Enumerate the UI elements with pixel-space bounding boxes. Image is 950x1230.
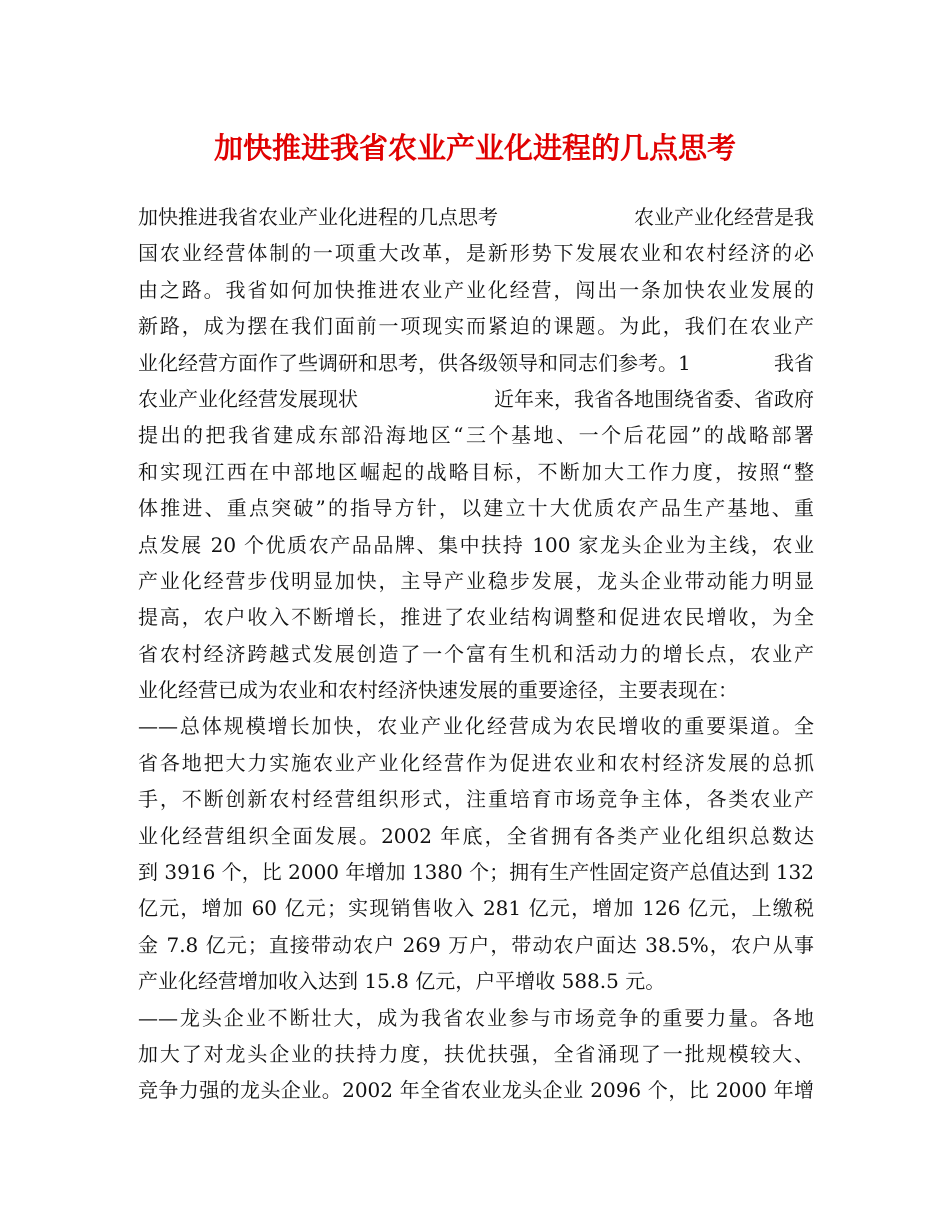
text-segment: 国农业经营体制的一项重大改革，是新形势下发展农业和农村经济的必 xyxy=(138,241,814,266)
text-line xyxy=(138,454,814,490)
text-gap xyxy=(358,381,494,417)
text-segment: 省各地把大力实施农业产业化经营作为促进农业和农村经济发展的总抓 xyxy=(138,750,814,775)
text-line xyxy=(138,818,814,854)
text-segment: 农业产业化经营是我 xyxy=(634,205,814,229)
text-line xyxy=(138,199,814,235)
text-segment: 金 7.8 亿元；直接带动农户 269 万户，带动农户面达 38.5%，农户从事 xyxy=(138,932,814,957)
text-line xyxy=(138,381,814,417)
text-segment: 我省 xyxy=(774,350,814,375)
text-line xyxy=(138,745,814,781)
text-line xyxy=(138,927,814,963)
text-segment: 近年来，我省各地围绕省委、省政府 xyxy=(494,386,814,411)
document-title: 加快推进我省农业产业化进程的几点思考 xyxy=(213,131,736,165)
text-segment: 竞争力强的龙头企业。2002 年全省农业龙头企业 2096 个，比 2000 年增 xyxy=(138,1078,814,1103)
text-line xyxy=(138,563,814,599)
text-segment: 手，不断创新农村经营组织形式，注重培育市场竞争主体，各类农业产 xyxy=(138,787,814,812)
text-line xyxy=(138,527,814,563)
text-line xyxy=(138,235,814,271)
text-line xyxy=(138,1000,814,1036)
text-gap xyxy=(691,345,774,381)
text-segment: 产业化经营步伐明显加快，主导产业稳步发展，龙头企业带动能力明显 xyxy=(138,568,814,593)
text-segment: 产业化经营增加收入达到 15.8 亿元，户平增收 588.5 元。 xyxy=(138,969,666,994)
text-segment: 新路，成为摆在我们面前一项现实而紧迫的课题。为此，我们在农业产 xyxy=(138,314,814,339)
document-body xyxy=(138,199,814,1109)
text-segment: 省农村经济跨越式发展创造了一个富有生机和活动力的增长点，农业产 xyxy=(138,641,814,666)
text-line xyxy=(138,1072,814,1108)
text-line xyxy=(138,272,814,308)
text-segment: ——龙头企业不断壮大，成为我省农业参与市场竞争的重要力量。各地 xyxy=(138,1005,814,1030)
text-segment: 到 3916 个，比 2000 年增加 1380 个；拥有生产性固定资产总值达到 132 xyxy=(138,860,814,885)
text-segment: 提出的把我省建成东部沿海地区“三个基地、一个后花园”的战略部署 xyxy=(138,423,814,448)
text-segment: 体推进、重点突破”的指导方针，以建立十大优质农产品生产基地、重 xyxy=(138,496,814,521)
text-line xyxy=(138,308,814,344)
text-line xyxy=(138,345,814,381)
text-segment: 加快推进我省农业产业化进程的几点思考 xyxy=(138,205,498,229)
text-segment: 业化经营方面作了些调研和思考，供各级领导和同志们参考。1 xyxy=(138,350,691,375)
text-segment: 亿元，增加 60 亿元；实现销售收入 281 亿元，增加 126 亿元，上缴税 xyxy=(138,896,814,921)
text-segment: ——总体规模增长加快，农业产业化经营成为农民增收的重要渠道。全 xyxy=(138,714,814,739)
text-line xyxy=(138,708,814,744)
text-segment: 由之路。我省如何加快推进农业产业化经营，闯出一条加快农业发展的 xyxy=(138,277,814,302)
text-segment: 加大了对龙头企业的扶持力度，扶优扶强，全省涌现了一批规模较大、 xyxy=(138,1041,814,1066)
text-line xyxy=(138,1036,814,1072)
text-line xyxy=(138,890,814,926)
text-segment: 农业产业化经营发展现状 xyxy=(138,386,358,411)
text-segment: 提高，农户收入不断增长，推进了农业结构调整和促进农民增收，为全 xyxy=(138,605,814,630)
text-line xyxy=(138,636,814,672)
text-line xyxy=(138,781,814,817)
text-segment: 业化经营已成为农业和农村经济快速发展的重要途径，主要表现在： xyxy=(138,678,738,703)
text-segment: 业化经营组织全面发展。2002 年底，全省拥有各类产业化组织总数达 xyxy=(138,823,814,848)
text-segment: 点发展 20 个优质农产品品牌、集中扶持 100 家龙头企业为主线，农业 xyxy=(138,532,814,557)
text-line xyxy=(138,963,814,999)
text-line xyxy=(138,854,814,890)
text-line xyxy=(138,490,814,526)
text-line xyxy=(138,417,814,453)
text-gap xyxy=(498,199,634,235)
text-segment: 和实现江西在中部地区崛起的战略目标，不断加大工作力度，按照“整 xyxy=(138,459,814,484)
text-line xyxy=(138,672,814,708)
text-line xyxy=(138,599,814,635)
